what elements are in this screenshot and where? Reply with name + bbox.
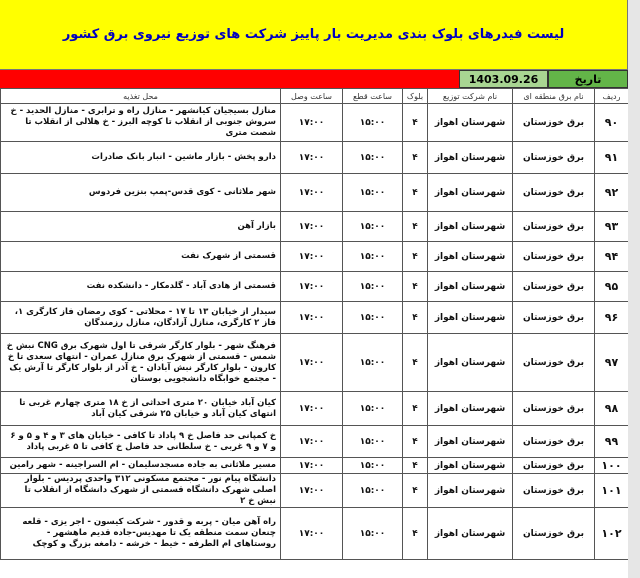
block-cell: ۴: [403, 212, 428, 242]
table-row: [1, 104, 629, 142]
table-row: [1, 174, 629, 212]
row-number: ۹۲: [595, 174, 629, 212]
table-header-row: [1, 89, 629, 104]
company-cell: شهرستان اهواز: [428, 474, 513, 508]
cut-time-cell: ۱۵:۰۰: [343, 508, 403, 560]
row-number: ۱۰۲: [595, 508, 629, 560]
regional-cell: برق خوزستان: [513, 272, 595, 302]
block-cell: ۴: [403, 142, 428, 174]
place-cell: قسمتی از هادی آباد - گلدمکار - دانشکده نفت: [1, 272, 281, 302]
connect-time-cell: ۱۷:۰۰: [281, 474, 343, 508]
place-cell: قسمتی از شهرک نفت: [1, 242, 281, 272]
table-row: [1, 474, 629, 508]
company-cell: شهرستان اهواز: [428, 212, 513, 242]
company-cell: شهرستان اهواز: [428, 458, 513, 474]
header-cut-time: ساعت قطع: [343, 89, 403, 104]
block-cell: ۴: [403, 508, 428, 560]
place-cell: مسیر ملاثانی به جاده مسجدسلیمان - ام السراجینه - شهر رامین: [1, 458, 281, 474]
regional-cell: برق خوزستان: [513, 104, 595, 142]
connect-time-cell: ۱۷:۰۰: [281, 212, 343, 242]
table-row: [1, 458, 629, 474]
place-cell: بازار آهن: [1, 212, 281, 242]
place-cell: خ کمپانی حد فاصل خ ۹ پاداد تا کافی - خیابان های ۳ و ۴ و ۵ و ۶ و ۷ و ۹ غربی - خ سلطانی حد فاصل خ کافی تا ۵ غربی پاداد: [1, 426, 281, 458]
regional-cell: برق خوزستان: [513, 474, 595, 508]
date-label: تاریخ: [548, 70, 628, 88]
connect-time-cell: ۱۷:۰۰: [281, 174, 343, 212]
regional-cell: برق خوزستان: [513, 142, 595, 174]
connect-time-cell: ۱۷:۰۰: [281, 508, 343, 560]
company-cell: شهرستان اهواز: [428, 104, 513, 142]
row-number: ۹۵: [595, 272, 629, 302]
table-row: [1, 508, 629, 560]
block-cell: ۴: [403, 474, 428, 508]
row-number: ۹۷: [595, 334, 629, 392]
company-cell: شهرستان اهواز: [428, 272, 513, 302]
feeder-table: [0, 88, 629, 560]
block-cell: ۴: [403, 174, 428, 212]
row-number: ۹۴: [595, 242, 629, 272]
block-cell: ۴: [403, 334, 428, 392]
table-row: [1, 392, 629, 426]
row-number: ۹۹: [595, 426, 629, 458]
regional-cell: برق خوزستان: [513, 334, 595, 392]
table-row: [1, 142, 629, 174]
cut-time-cell: ۱۵:۰۰: [343, 392, 403, 426]
page-title: لیست فیدرهای بلوک بندی مدیریت بار پاییز شرکت های توزیع نیروی برق کشور: [0, 0, 628, 70]
connect-time-cell: ۱۷:۰۰: [281, 458, 343, 474]
company-cell: شهرستان اهواز: [428, 142, 513, 174]
row-number: ۱۰۱: [595, 474, 629, 508]
row-number: ۹۰: [595, 104, 629, 142]
cut-time-cell: ۱۵:۰۰: [343, 334, 403, 392]
cut-time-cell: ۱۵:۰۰: [343, 426, 403, 458]
cut-time-cell: ۱۵:۰۰: [343, 272, 403, 302]
cut-time-cell: ۱۵:۰۰: [343, 242, 403, 272]
company-cell: شهرستان اهواز: [428, 508, 513, 560]
window-edge: [628, 0, 640, 578]
connect-time-cell: ۱۷:۰۰: [281, 242, 343, 272]
connect-time-cell: ۱۷:۰۰: [281, 334, 343, 392]
company-cell: شهرستان اهواز: [428, 334, 513, 392]
cut-time-cell: ۱۵:۰۰: [343, 474, 403, 508]
block-cell: ۴: [403, 392, 428, 426]
cut-time-cell: ۱۵:۰۰: [343, 458, 403, 474]
block-cell: ۴: [403, 302, 428, 334]
table-row: [1, 242, 629, 272]
place-cell: سیدار از خیابان ۱۳ تا ۱۷ - محلاتی - کوی رمضان فاز کارگری ۱، فاز ۲ کارگری، منازل آزادگان، منازل رزمندگان: [1, 302, 281, 334]
row-number: ۹۳: [595, 212, 629, 242]
regional-cell: برق خوزستان: [513, 392, 595, 426]
company-cell: شهرستان اهواز: [428, 426, 513, 458]
connect-time-cell: ۱۷:۰۰: [281, 392, 343, 426]
table-row: [1, 272, 629, 302]
cut-time-cell: ۱۵:۰۰: [343, 302, 403, 334]
header-company: نام شرکت توزیع: [428, 89, 513, 104]
regional-cell: برق خوزستان: [513, 212, 595, 242]
company-cell: شهرستان اهواز: [428, 302, 513, 334]
block-cell: ۴: [403, 242, 428, 272]
regional-cell: برق خوزستان: [513, 302, 595, 334]
regional-cell: برق خوزستان: [513, 426, 595, 458]
header-place: محل تغذیه: [1, 89, 281, 104]
place-cell: راه آهن میان - پربه و قدور - شرکت کیسون - اجر یزی - قلعه چنعان سمت منطقه یک تا مهدیس-جاده قدیم ماهشهر - روستاهای ام الطرفه - خیط - خرشه - دامغه بزرگ و کوچک: [1, 508, 281, 560]
connect-time-cell: ۱۷:۰۰: [281, 272, 343, 302]
row-number: ۱۰۰: [595, 458, 629, 474]
regional-cell: برق خوزستان: [513, 458, 595, 474]
cut-time-cell: ۱۵:۰۰: [343, 174, 403, 212]
company-cell: شهرستان اهواز: [428, 242, 513, 272]
place-cell: منازل بسیجیان کیانشهر - منازل راه و ترابری - منازل الحدید - خ سروش جنوبی از انقلاب تا کوچه البرز - خ هلالی از انقلاب تا شصت متری: [1, 104, 281, 142]
header-block: بلوک: [403, 89, 428, 104]
regional-cell: برق خوزستان: [513, 174, 595, 212]
cut-time-cell: ۱۵:۰۰: [343, 104, 403, 142]
table-row: [1, 426, 629, 458]
table-row: [1, 302, 629, 334]
table-row: [1, 212, 629, 242]
block-cell: ۴: [403, 104, 428, 142]
row-number: ۹۱: [595, 142, 629, 174]
connect-time-cell: ۱۷:۰۰: [281, 302, 343, 334]
block-cell: ۴: [403, 458, 428, 474]
company-cell: شهرستان اهواز: [428, 174, 513, 212]
table-row: [1, 334, 629, 392]
header-connect-time: ساعت وصل: [281, 89, 343, 104]
place-cell: دانشگاه پیام نور - مجتمع مسکونی ۳۱۲ واحدی پردیس - بلوار اصلی شهرک دانشگاه قسمتی از شهرک دانشگاه از انقلاب تا نبش خ ۲: [1, 474, 281, 508]
row-number: ۹۸: [595, 392, 629, 426]
connect-time-cell: ۱۷:۰۰: [281, 426, 343, 458]
row-number: ۹۶: [595, 302, 629, 334]
header-regional: نام برق منطقه ای: [513, 89, 595, 104]
cut-time-cell: ۱۵:۰۰: [343, 142, 403, 174]
cut-time-cell: ۱۵:۰۰: [343, 212, 403, 242]
place-cell: دارو پخش - بازار ماشین - انبار بانک صادرات: [1, 142, 281, 174]
place-cell: کیان آباد خیابان ۲۰ متری احداثی از خ ۱۸ متری چهارم غربی تا انتهای کیان آباد و خیابان ۲۵ شرقی کیان آباد: [1, 392, 281, 426]
block-cell: ۴: [403, 426, 428, 458]
date-value: 1403.09.26: [459, 70, 548, 88]
header-row-number: ردیف: [595, 89, 629, 104]
place-cell: فرهنگ شهر - بلوار کارگر شرقی تا اول شهرک برق CNG نبش خ شمس - قسمتی از شهرک برق منازل عمران - انتهای سعدی تا خ کارون - بلوار کارگر نبش آبادان - خ آذر از بلوار کارگر تا آرش یک - مجتمع خوابگاه دانشجویی بوستان: [1, 334, 281, 392]
regional-cell: برق خوزستان: [513, 242, 595, 272]
company-cell: شهرستان اهواز: [428, 392, 513, 426]
place-cell: شهر ملاثانی - کوی قدس-پمپ بنزین فردوس: [1, 174, 281, 212]
connect-time-cell: ۱۷:۰۰: [281, 104, 343, 142]
regional-cell: برق خوزستان: [513, 508, 595, 560]
connect-time-cell: ۱۷:۰۰: [281, 142, 343, 174]
block-cell: ۴: [403, 272, 428, 302]
